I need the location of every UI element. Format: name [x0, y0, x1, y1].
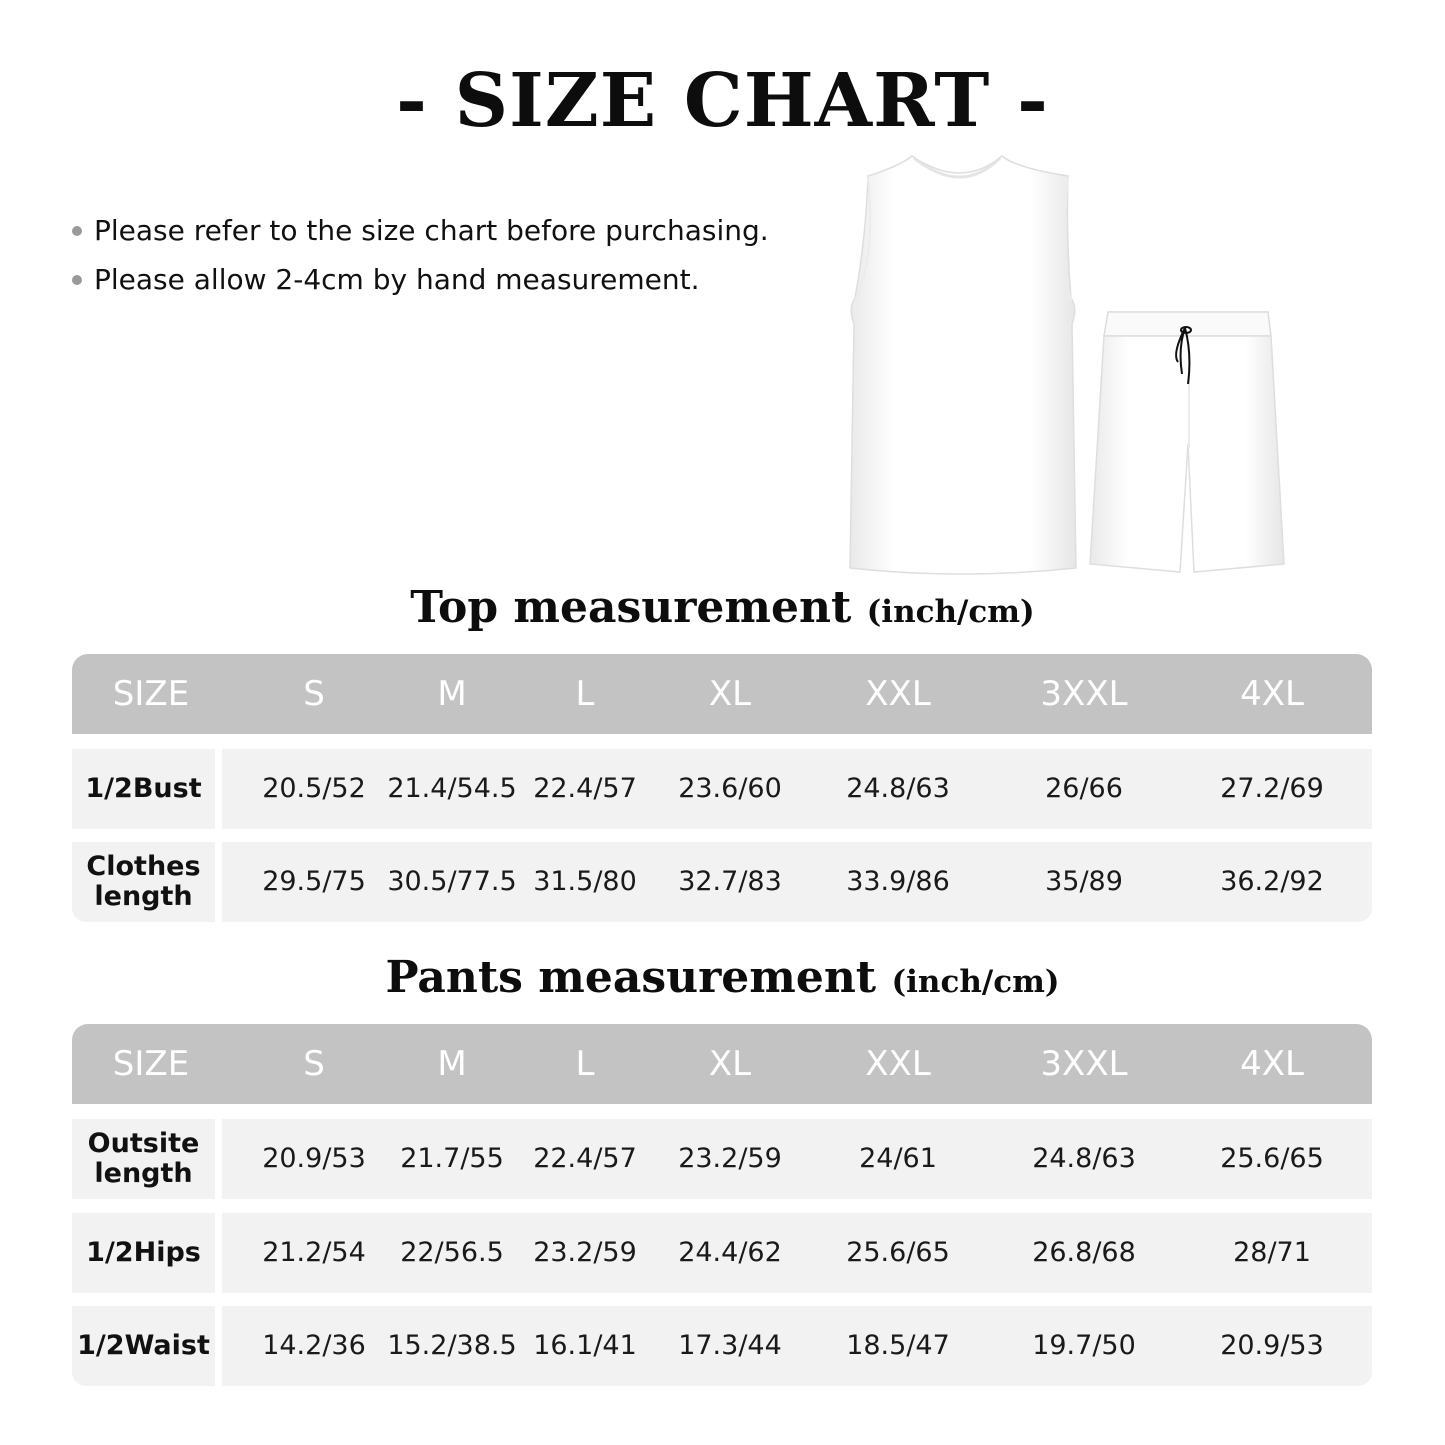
- table-cell: 24.8/63: [846, 773, 950, 804]
- table-row: [72, 1119, 1372, 1199]
- header-cell: XXL: [865, 674, 931, 714]
- top-table-unit: (inch/cm): [866, 594, 1035, 630]
- row-label: 1/2Bust: [72, 749, 215, 829]
- pants-table-title: [0, 952, 1445, 1003]
- header-cell: M: [437, 674, 467, 714]
- header-cell: M: [437, 1044, 467, 1084]
- table-cell: 23.2/59: [678, 1143, 782, 1174]
- table-cell: 32.7/83: [678, 866, 782, 897]
- table-cell: 18.5/47: [846, 1330, 950, 1361]
- header-cell: XXL: [865, 1044, 931, 1084]
- garment-illustration: [840, 148, 1290, 580]
- table-cell: 30.5/77.5: [387, 866, 517, 897]
- table-cell: 31.5/80: [533, 866, 637, 897]
- top-table-title: [0, 582, 1445, 633]
- row-values: [222, 749, 1372, 829]
- row-label: Clothes length: [72, 842, 215, 922]
- pants-table-title-text: Pants measurement: [385, 952, 877, 1003]
- table-cell: 24/61: [859, 1143, 937, 1174]
- tank-top-icon: [850, 156, 1076, 574]
- note-item: [72, 206, 769, 255]
- header-cell: 4XL: [1240, 674, 1304, 714]
- table-cell: 29.5/75: [262, 866, 366, 897]
- table-cell: 22.4/57: [533, 1143, 637, 1174]
- notes-list: [72, 206, 769, 304]
- table-cell: 22/56.5: [400, 1237, 504, 1268]
- header-cell: S: [303, 674, 325, 714]
- row-label: Outsite length: [72, 1119, 215, 1199]
- table-cell: 27.2/69: [1220, 773, 1324, 804]
- table-cell: 21.4/54.5: [387, 773, 517, 804]
- table-cell: 33.9/86: [846, 866, 950, 897]
- note-item: [72, 255, 769, 304]
- header-cell: 3XXL: [1040, 674, 1128, 714]
- row-values: [222, 1213, 1372, 1293]
- header-cell: L: [575, 1044, 595, 1084]
- table-cell: 20.9/53: [1220, 1330, 1324, 1361]
- table-cell: 14.2/36: [262, 1330, 366, 1361]
- shorts-icon: [1090, 312, 1284, 572]
- table-row: [72, 842, 1372, 922]
- note-text: Please allow 2-4cm by hand measurement.: [94, 263, 700, 296]
- product-image: [840, 148, 1290, 580]
- table-cell: 21.7/55: [400, 1143, 504, 1174]
- table-cell: 26.8/68: [1032, 1237, 1136, 1268]
- table-cell: 24.4/62: [678, 1237, 782, 1268]
- table-cell: 23.6/60: [678, 773, 782, 804]
- header-cell: S: [303, 1044, 325, 1084]
- table-cell: 28/71: [1233, 1237, 1311, 1268]
- table-cell: 21.2/54: [262, 1237, 366, 1268]
- header-cell: XL: [708, 1044, 752, 1084]
- top-table-title-text: Top measurement: [410, 582, 852, 633]
- table-cell: 22.4/57: [533, 773, 637, 804]
- table-cell: 35/89: [1045, 866, 1123, 897]
- table-cell: 17.3/44: [678, 1330, 782, 1361]
- header-cell: L: [575, 674, 595, 714]
- table-cell: 26/66: [1045, 773, 1123, 804]
- row-label: 1/2Waist: [72, 1306, 215, 1386]
- pants-table-unit: (inch/cm): [891, 964, 1060, 1000]
- bullet-icon: [72, 275, 82, 285]
- table-cell: 36.2/92: [1220, 866, 1324, 897]
- table-cell: 23.2/59: [533, 1237, 637, 1268]
- header-cell: XL: [708, 674, 752, 714]
- row-label: 1/2Hips: [72, 1213, 215, 1293]
- row-values: [222, 1119, 1372, 1199]
- table-cell: 25.6/65: [846, 1237, 950, 1268]
- table-row: [72, 1213, 1372, 1293]
- table-row: [72, 1306, 1372, 1386]
- header-cell: SIZE: [112, 1044, 190, 1084]
- table-cell: 16.1/41: [533, 1330, 637, 1361]
- pants-size-table: [72, 1024, 1372, 1386]
- table-cell: 19.7/50: [1032, 1330, 1136, 1361]
- row-values: [222, 842, 1372, 922]
- table-cell: 24.8/63: [1032, 1143, 1136, 1174]
- table-cell: 15.2/38.5: [387, 1330, 517, 1361]
- top-size-table: [72, 654, 1372, 922]
- bullet-icon: [72, 226, 82, 236]
- note-text: Please refer to the size chart before purchasing.: [94, 214, 769, 247]
- table-cell: 20.5/52: [262, 773, 366, 804]
- page-title: - SIZE CHART -: [396, 58, 1049, 144]
- header-cell: 4XL: [1240, 1044, 1304, 1084]
- table-cell: 25.6/65: [1220, 1143, 1324, 1174]
- table-header-row: [72, 654, 1372, 734]
- header-cell: 3XXL: [1040, 1044, 1128, 1084]
- row-values: [222, 1306, 1372, 1386]
- header-cell: SIZE: [112, 674, 190, 714]
- table-header-row: [72, 1024, 1372, 1104]
- table-cell: 20.9/53: [262, 1143, 366, 1174]
- table-row: [72, 749, 1372, 829]
